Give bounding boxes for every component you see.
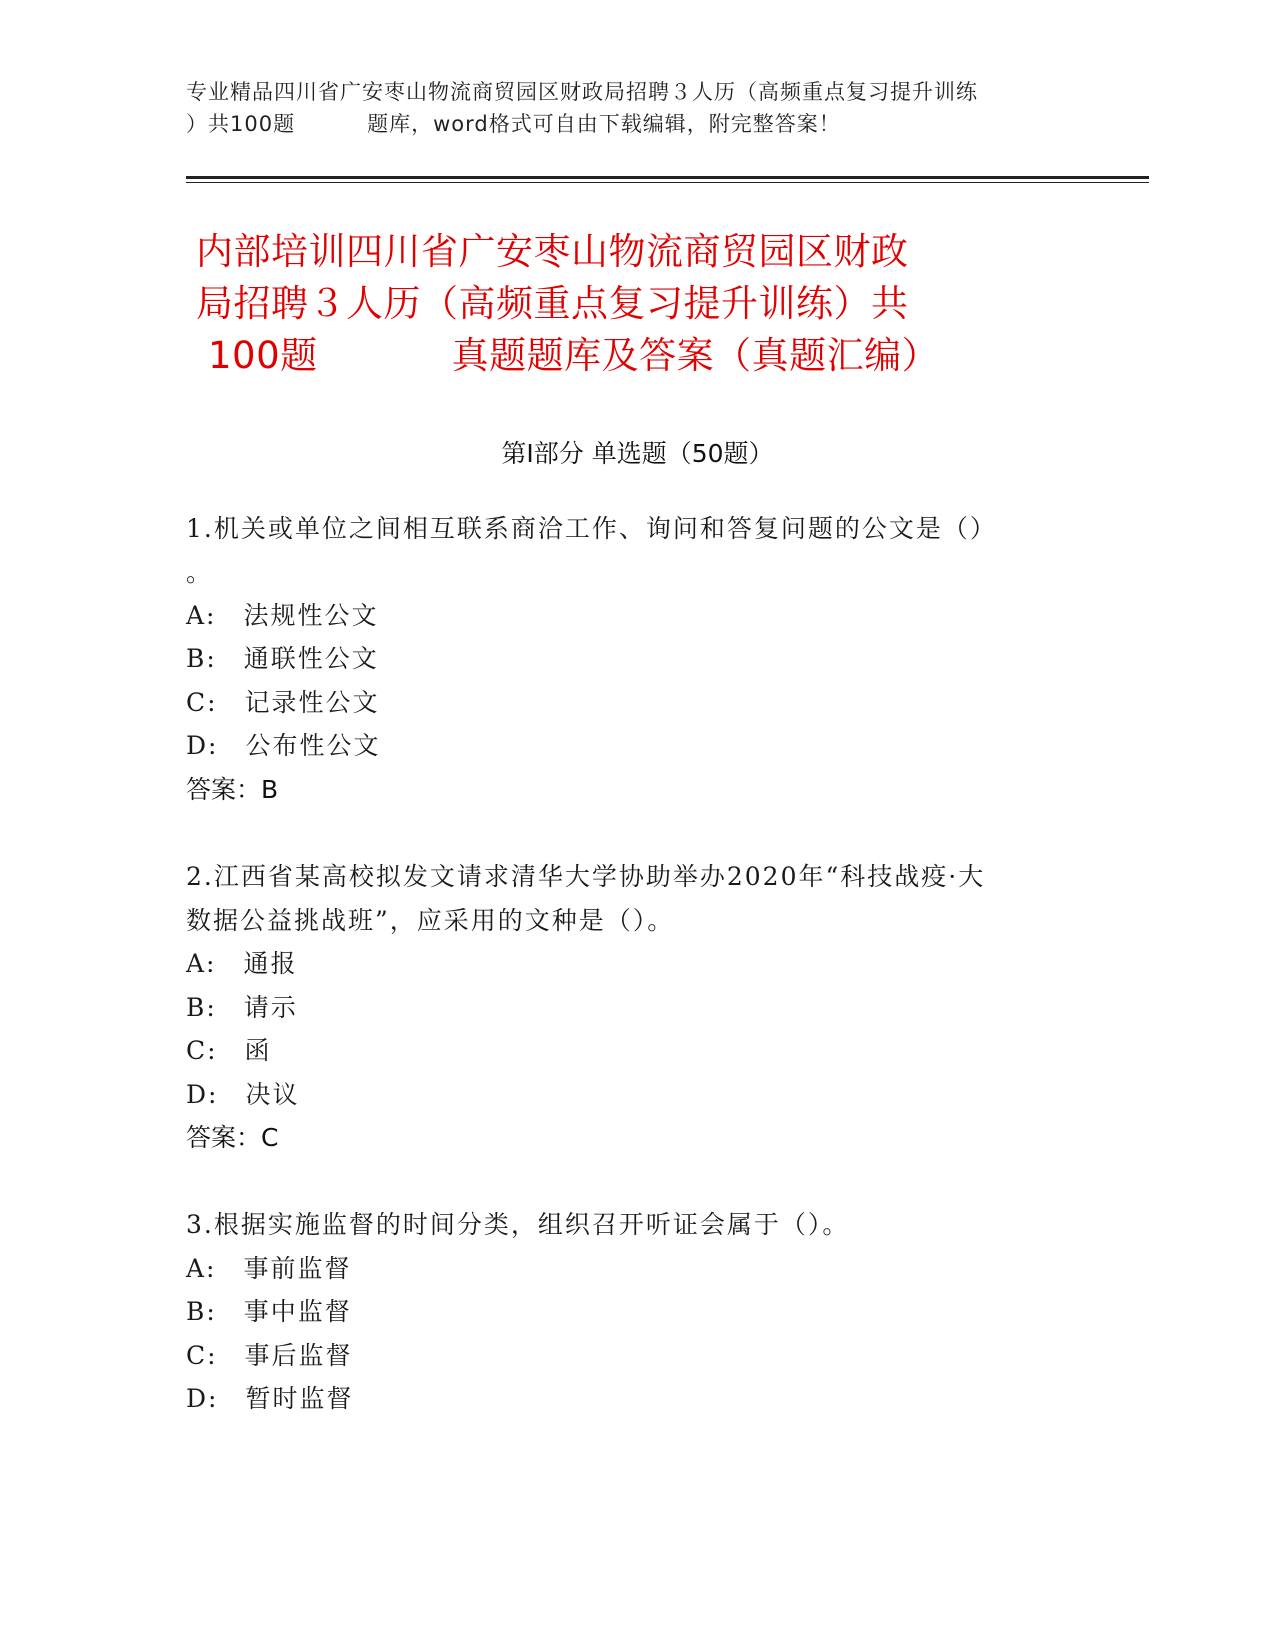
document-title [196, 226, 1076, 382]
title-line-2: 局招聘３人历（高频重点复习提升训练）共 [196, 282, 909, 325]
header-note-line-2-part-2: 题库，word格式可自由下载编辑，附完整答案！ [367, 112, 841, 136]
question-1-option-a: A: 法规性公文 [186, 601, 379, 630]
question-1-option-c: C: 记录性公文 [186, 688, 380, 717]
header-note-line-2 [186, 108, 1086, 140]
question-1-stem-line-2: 。 [186, 558, 214, 587]
header-note-line-2-part-1: ）共100题 [186, 112, 296, 136]
header-rule-thick [186, 176, 1149, 179]
question-1-answer: 答案：B [186, 775, 279, 804]
question-1-option-b: B: 通联性公文 [186, 644, 379, 673]
title-line-1: 内部培训四川省广安枣山物流商贸园区财政 [196, 230, 909, 273]
header-note [186, 76, 1086, 140]
question-3-option-d: D: 暂时监督 [186, 1384, 354, 1413]
question-3-option-a: A: 事前监督 [186, 1254, 352, 1283]
question-2-stem-line-2: 数据公益挑战班”，应采用的文种是（）。 [186, 906, 675, 935]
question-3-option-c: C: 事后监督 [186, 1341, 353, 1370]
title-line-3-part-1: 100题 [208, 334, 318, 377]
header-rule-thin [186, 182, 1149, 183]
question-2-answer: 答案：C [186, 1123, 279, 1152]
question-2-stem-line-1: 2.江西省某高校拟发文请求清华大学协助举办2020年“科技战疫·大 [186, 862, 986, 891]
question-1-stem-line-1: 1.机关或单位之间相互联系商洽工作、询问和答复问题的公文是（） [186, 514, 997, 543]
question-3-stem-line-1: 3.根据实施监督的时间分类，组织召开听证会属于（）。 [186, 1210, 850, 1239]
title-line-3-part-2: 真题题库及答案（真题汇编） [451, 334, 940, 377]
question-2-option-b: B: 请示 [186, 993, 298, 1022]
title-line-3 [196, 330, 1076, 382]
header-note-line-1: 专业精品四川省广安枣山物流商贸园区财政局招聘３人历（高频重点复习提升训练 [186, 80, 978, 104]
section-title: 第Ⅰ部分 单选题（50题） [501, 439, 774, 468]
question-3-option-b: B: 事中监督 [186, 1297, 352, 1326]
question-1-option-d: D: 公布性公文 [186, 731, 381, 760]
question-2-option-d: D: 决议 [186, 1080, 300, 1109]
question-2-option-a: A: 通报 [186, 949, 298, 978]
question-2-option-c: C: 函 [186, 1036, 272, 1065]
